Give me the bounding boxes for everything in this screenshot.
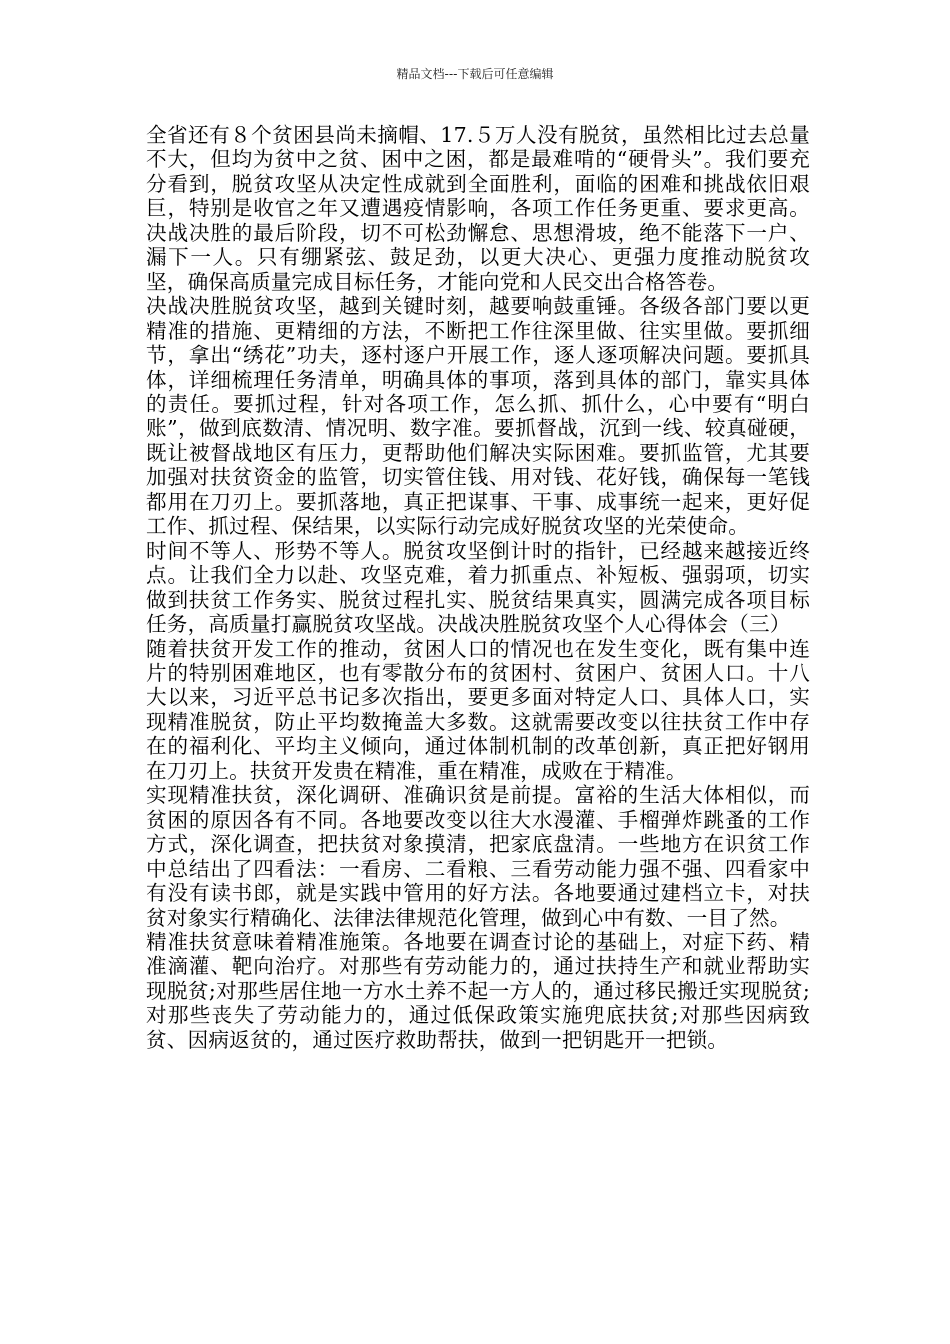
paragraph: 随着扶贫开发工作的推动，贫困人口的情况也在发生变化，既有集中连片的特别困难地区，也有零散分布的贫困村、贫困户、贫困人口。十八大以来，习近平总书记多次指出，要更多面对特定人口、具体人口，实现精准脱贫，防止平均数掩盖大多数。这就需要改变以往扶贫工作中存在的福利化、平均主义倾向，通过体制机制的改革创新，真正把好钢用在刀刃上。扶贫开发贵在精准，重在精准，成败在于精准。: [146, 636, 810, 783]
paragraph: 全省还有８个贫困县尚未摘帽、17.５万人没有脱贫，虽然相比过去总量不大，但均为贫中之贫、困中之困，都是最难啃的“硬骨头”。我们要充分看到，脱贫攻坚从决定性成就到全面胜利，面临的困难和挑战依旧艰巨，特别是收官之年又遭遇疫情影响，各项工作任务更重、要求更高。决战决胜的最后阶段，切不可松劲懈怠、思想滑坡，绝不能落下一户、漏下一人。只有绷紧弦、鼓足劲，以更大决心、更强力度推动脱贫攻坚，确保高质量完成目标任务，才能向党和人民交出合格答卷。: [146, 123, 810, 294]
paragraph: 实现精准扶贫，深化调研、准确识贫是前提。富裕的生活大体相似，而贫困的原因各有不同。各地要改变以往大水漫灌、手榴弹炸跳蚤的工作方式，深化调查，把扶贫对象摸清，把家底盘清。一些地方在识贫工作中总结出了四看法：一看房、二看粮、三看劳动能力强不强、四看家中有没有读书郎，就是实践中管用的好方法。各地要通过建档立卡，对扶贫对象实行精确化、法律法律规范化管理，做到心中有数、一目了然。: [146, 783, 810, 930]
paragraph: 决战决胜脱贫攻坚，越到关键时刻，越要响鼓重锤。各级各部门要以更精准的措施、更精细的方法，不断把工作往深里做、往实里做。要抓细节，拿出“绣花”功夫，逐村逐户开展工作，逐人逐项解决问题。要抓具体，详细梳理任务清单，明确具体的事项，落到具体的部门，靠实具体的责任。要抓过程，针对各项工作，怎么抓、抓什么，心中要有“明白账”，做到底数清、情况明、数字准。要抓督战，沉到一线、较真碰硬，既让被督战地区有压力，更帮助他们解决实际困难。要抓监管，尤其要加强对扶贫资金的监管，切实管住钱、用对钱、花好钱，确保每一笔钱都用在刀刃上。要抓落地，真正把谋事、干事、成事统一起来，更好促工作、抓过程、保结果，以实际行动完成好脱贫攻坚的光荣使命。: [146, 294, 810, 539]
page-header: 精品文档---下载后可任意编辑: [396, 67, 554, 81]
paragraph: 精准扶贫意味着精准施策。各地要在调查讨论的基础上，对症下药、精准滴灌、靶向治疗。对那些有劳动能力的，通过扶持生产和就业帮助实现脱贫;对那些居住地一方水土养不起一方人的，通过移民搬迁实现脱贫;对那些丧失了劳动能力的，通过低保政策实施兜底扶贫;对那些因病致贫、因病返贫的，通过医疗救助帮扶，做到一把钥匙开一把锁。: [146, 929, 810, 1052]
document-body: [146, 123, 810, 1052]
paragraph: 时间不等人、形势不等人。脱贫攻坚倒计时的指针，已经越来越接近终点。让我们全力以赴、攻坚克难，着力抓重点、补短板、强弱项，切实做到扶贫工作务实、脱贫过程扎实、脱贫结果真实，圆满完成各项目标任务，高质量打赢脱贫攻坚战。决战决胜脱贫攻坚个人心得体会（三）: [146, 538, 810, 637]
